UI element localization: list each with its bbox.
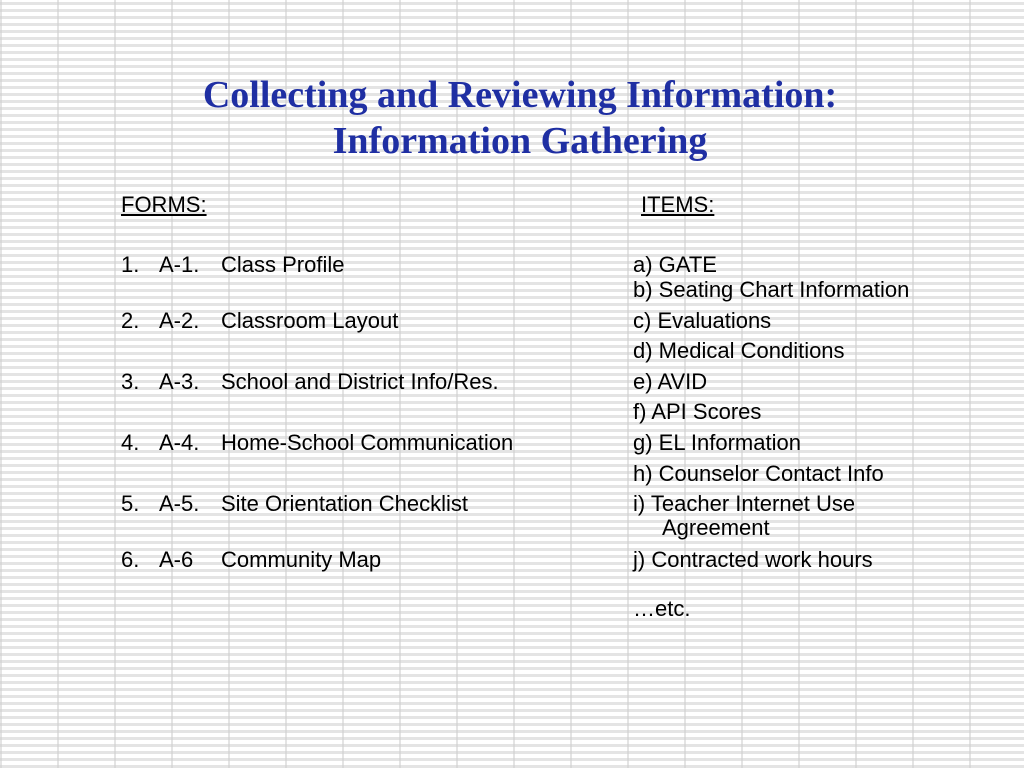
list-item: b) Seating Chart Information	[633, 277, 910, 302]
list-item: j) Contracted work hours	[633, 547, 873, 572]
list-item: h) Counselor Contact Info	[633, 461, 884, 486]
form-item	[121, 491, 468, 517]
form-label: School and District Info/Res.	[221, 369, 499, 394]
form-number: 5.	[121, 491, 140, 516]
title-line-1: Collecting and Reviewing Information:	[202, 74, 838, 116]
form-number: 1.	[121, 252, 140, 277]
list-item	[633, 492, 855, 540]
list-item: a) GATE	[633, 252, 717, 277]
form-item	[121, 252, 344, 278]
form-label: Site Orientation Checklist	[221, 491, 468, 516]
form-number: 4.	[121, 430, 140, 455]
form-label: Class Profile	[221, 252, 345, 277]
forms-heading: FORMS:	[121, 192, 207, 217]
form-label: Home-School Communication	[221, 430, 514, 455]
list-item: f) API Scores	[633, 399, 762, 424]
form-item	[121, 369, 499, 395]
form-code: A-2.	[159, 308, 200, 333]
form-number: 6.	[121, 547, 140, 572]
form-number: 2.	[121, 308, 140, 333]
list-item: c) Evaluations	[633, 308, 772, 333]
list-item-text: i) Teacher Internet Use	[633, 491, 856, 516]
items-heading: ITEMS:	[641, 192, 715, 217]
list-item: d) Medical Conditions	[633, 338, 845, 363]
form-number: 3.	[121, 369, 140, 394]
form-label: Community Map	[221, 547, 382, 572]
form-code: A-6	[159, 547, 194, 572]
list-item: …etc.	[633, 596, 691, 621]
form-code: A-1.	[159, 252, 200, 277]
list-item-continuation: Agreement	[662, 515, 770, 540]
title-line-2: Information Gathering	[332, 120, 708, 162]
form-item	[121, 308, 398, 334]
form-code: A-5.	[159, 491, 200, 516]
form-item	[121, 430, 513, 456]
list-item: e) AVID	[633, 369, 708, 394]
form-label: Classroom Layout	[221, 308, 399, 333]
form-code: A-4.	[159, 430, 200, 455]
list-item: g) EL Information	[633, 430, 801, 455]
form-item	[121, 547, 381, 573]
slide-title	[0, 72, 1024, 164]
form-code: A-3.	[159, 369, 200, 394]
